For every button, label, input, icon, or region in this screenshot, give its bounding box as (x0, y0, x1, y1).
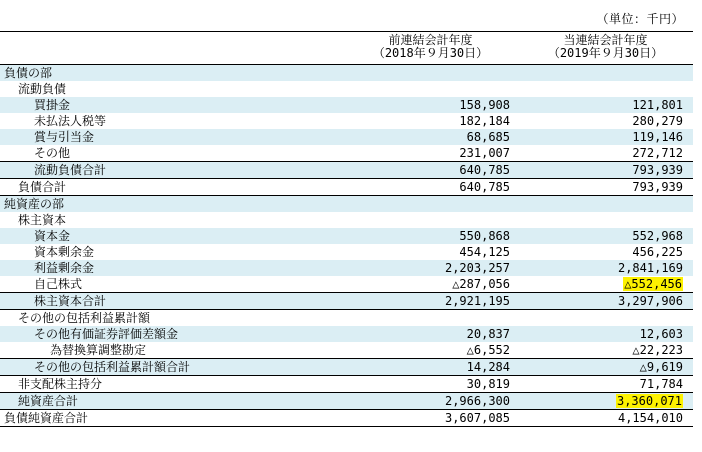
table-row (0, 145, 693, 162)
row-label: 流動負債 (0, 81, 343, 97)
table-row (0, 97, 693, 113)
table-row (0, 326, 693, 342)
prev-period-date: （2018年９月30日） (372, 46, 489, 60)
prev-value (343, 212, 518, 228)
prev-value (343, 81, 518, 97)
curr-value: 4,154,010 (518, 410, 693, 427)
curr-value: 121,801 (518, 97, 693, 113)
table-row (0, 342, 693, 359)
prev-value: 158,908 (343, 97, 518, 113)
curr-value: 280,279 (518, 113, 693, 129)
table-row (0, 293, 693, 310)
curr-period-date: （2019年９月30日） (547, 46, 664, 60)
curr-value (518, 310, 693, 327)
prev-value (343, 65, 518, 82)
curr-value: 119,146 (518, 129, 693, 145)
curr-value (518, 196, 693, 213)
prev-value: 14,284 (343, 359, 518, 376)
table-row (0, 310, 693, 327)
row-label: 純資産合計 (0, 393, 343, 410)
curr-value (518, 81, 693, 97)
unit-label: （単位：千円） (596, 12, 684, 26)
header-label-cell (0, 32, 343, 65)
table-row (0, 244, 693, 260)
curr-value (518, 276, 693, 293)
row-label: その他有価証券評価差額金 (0, 326, 343, 342)
table-row (0, 196, 693, 213)
row-label: 自己株式 (0, 276, 343, 293)
row-label: 負債合計 (0, 179, 343, 196)
prev-value (343, 310, 518, 327)
prev-value: 2,966,300 (343, 393, 518, 410)
balance-sheet-table (0, 31, 693, 427)
curr-value (518, 393, 693, 410)
row-label: 負債純資産合計 (0, 410, 343, 427)
row-label: その他 (0, 145, 343, 162)
row-label: 賞与引当金 (0, 129, 343, 145)
curr-value: 793,939 (518, 162, 693, 179)
table-row (0, 179, 693, 196)
header-prev-period (343, 32, 518, 65)
row-label: 純資産の部 (0, 196, 343, 213)
prev-value: △287,056 (343, 276, 518, 293)
prev-value: 2,203,257 (343, 260, 518, 276)
table-row (0, 228, 693, 244)
table-row (0, 260, 693, 276)
table-row (0, 129, 693, 145)
table-row (0, 376, 693, 393)
curr-value (518, 212, 693, 228)
prev-period-title: 前連結会計年度 (388, 33, 473, 47)
prev-value: 640,785 (343, 179, 518, 196)
prev-value (343, 196, 518, 213)
prev-value: 182,184 (343, 113, 518, 129)
curr-value: 793,939 (518, 179, 693, 196)
table-row (0, 162, 693, 179)
table-header-row (0, 32, 693, 65)
row-label: 為替換算調整勘定 (0, 342, 343, 359)
row-label: 株主資本合計 (0, 293, 343, 310)
prev-value: 231,007 (343, 145, 518, 162)
curr-value: 552,968 (518, 228, 693, 244)
prev-value: △6,552 (343, 342, 518, 359)
highlighted-value: △552,456 (624, 277, 682, 291)
curr-value: 71,784 (518, 376, 693, 393)
prev-value: 30,819 (343, 376, 518, 393)
row-label: 利益剰余金 (0, 260, 343, 276)
row-label: 流動負債合計 (0, 162, 343, 179)
curr-value: 456,225 (518, 244, 693, 260)
table-row (0, 113, 693, 129)
curr-value: △22,223 (518, 342, 693, 359)
table-row (0, 276, 693, 293)
prev-value: 68,685 (343, 129, 518, 145)
row-label: 負債の部 (0, 65, 343, 82)
prev-value: 640,785 (343, 162, 518, 179)
curr-value: 272,712 (518, 145, 693, 162)
header-curr-period (518, 32, 693, 65)
row-label: 買掛金 (0, 97, 343, 113)
curr-value: 3,297,906 (518, 293, 693, 310)
prev-value: 20,837 (343, 326, 518, 342)
prev-value: 2,921,195 (343, 293, 518, 310)
row-label: その他の包括利益累計額合計 (0, 359, 343, 376)
row-label: その他の包括利益累計額 (0, 310, 343, 327)
curr-value: 12,603 (518, 326, 693, 342)
table-row (0, 65, 693, 82)
prev-value: 550,868 (343, 228, 518, 244)
prev-value: 3,607,085 (343, 410, 518, 427)
curr-period-title: 当連結会計年度 (563, 33, 648, 47)
curr-value: 2,841,169 (518, 260, 693, 276)
row-label: 資本剰余金 (0, 244, 343, 260)
table-row (0, 81, 693, 97)
row-label: 非支配株主持分 (0, 376, 343, 393)
curr-value (518, 65, 693, 82)
row-label: 資本金 (0, 228, 343, 244)
table-row (0, 359, 693, 376)
prev-value: 454,125 (343, 244, 518, 260)
row-label: 株主資本 (0, 212, 343, 228)
table-row (0, 212, 693, 228)
table-row (0, 393, 693, 410)
highlighted-value: 3,360,071 (616, 394, 682, 408)
table-row (0, 410, 693, 427)
row-label: 未払法人税等 (0, 113, 343, 129)
curr-value: △9,619 (518, 359, 693, 376)
